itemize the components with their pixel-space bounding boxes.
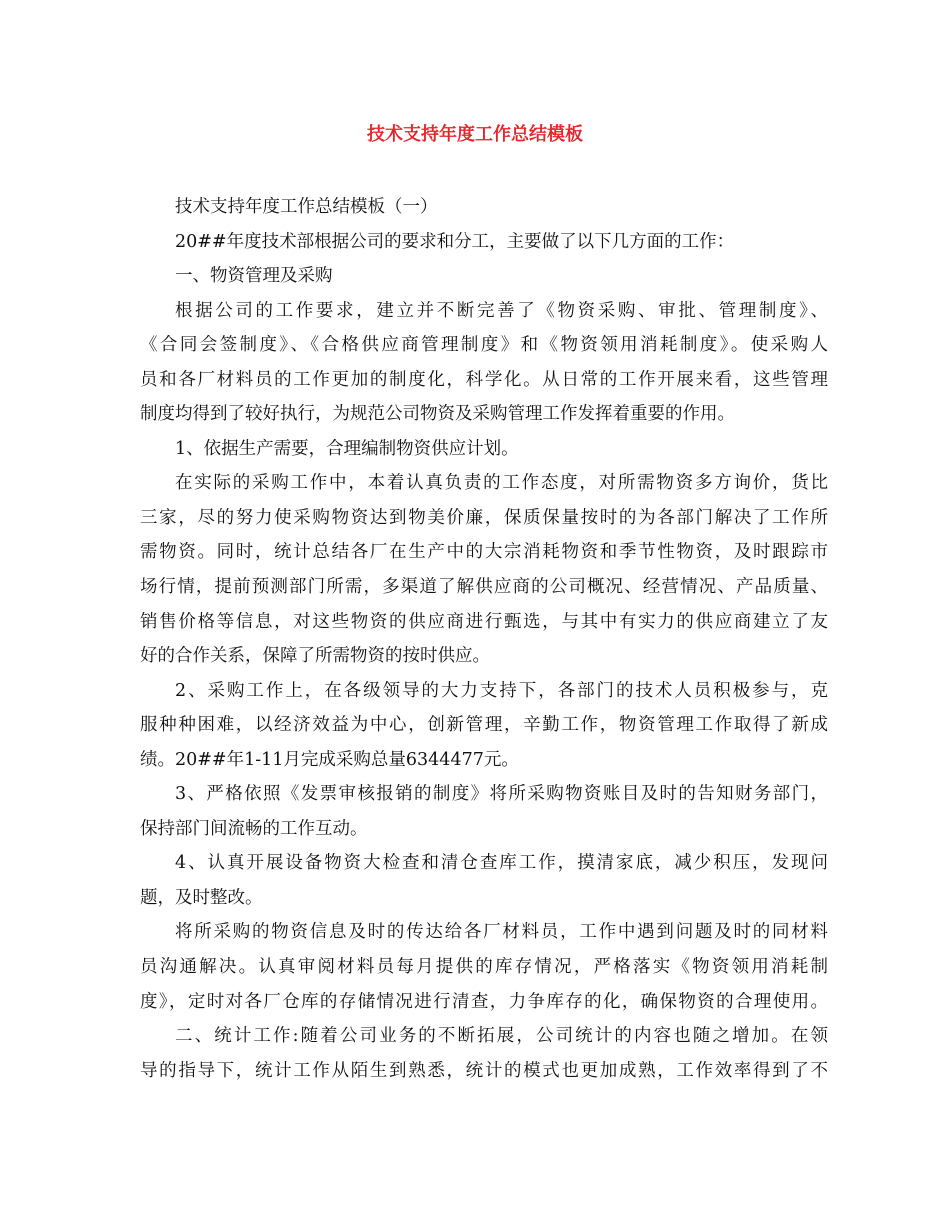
paragraph-line: 好的合作关系，保障了所需物资的按时供应。 xyxy=(140,646,490,667)
paragraph-line: 需物资。同时，统计总结各厂在生产中的大宗消耗物资和季节性物资，及时跟踪市 xyxy=(140,542,828,563)
paragraph-line: 在实际的采购工作中，本着认真负责的工作态度，对所需物资多方询价，货比 xyxy=(175,473,828,494)
paragraph-line: 员和各厂材料员的工作更加的制度化，科学化。从日常的工作开展来看，这些管理 xyxy=(140,369,828,390)
section-heading: 一、物资管理及采购 xyxy=(175,266,333,287)
paragraph-line: 题，及时整改。 xyxy=(140,887,263,908)
paragraph-line: 度》，定时对各厂仓库的存储情况进行清查，力争库存的化，确保物资的合理使用。 xyxy=(140,991,828,1012)
paragraph-line: 三家，尽的努力使采购物资达到物美价廉，保质保量按时的为各部门解决了工作所 xyxy=(140,507,828,528)
list-item: 3、严格依照《发票审核报销的制度》将所采购物资账目及时的告知财务部门， xyxy=(175,784,828,805)
paragraph-line: 员沟通解决。认真审阅材料员每月提供的库存情况，严格落实《物资领用消耗制 xyxy=(140,957,828,978)
paragraph-line: 服种种困难，以经济效益为中心，创新管理，辛勤工作，物资管理工作取得了新成 xyxy=(140,715,828,736)
paragraph-line: 销售价格等信息，对这些物资的供应商进行甄选，与其中有实力的供应商建立了友 xyxy=(140,611,828,632)
list-item: 2、采购工作上，在各级领导的大力支持下，各部门的技术人员积极参与，克 xyxy=(175,680,828,701)
list-item: 4、认真开展设备物资大检查和清仓查库工作，摸清家底，减少积压，发现问 xyxy=(175,853,828,874)
paragraph-line: 将所采购的物资信息及时的传达给各厂材料员，工作中遇到问题及时的同材料 xyxy=(175,922,828,943)
paragraph-line: 绩。20##年1-11月完成采购总量6344477元。 xyxy=(140,749,519,770)
paragraph-line: 《合同会签制度》、《合格供应商管理制度》和《物资领用消耗制度》。使采购人 xyxy=(140,335,828,356)
paragraph-line: 保持部门间流畅的工作互动。 xyxy=(140,818,368,839)
paragraph-line: 场行情，提前预测部门所需，多渠道了解供应商的公司概况、经营情况、产品质量、 xyxy=(140,577,828,598)
paragraph-line: 制度均得到了较好执行，为规范公司物资及采购管理工作发挥着重要的作用。 xyxy=(140,404,735,425)
section-heading: 二、统计工作:随着公司业务的不断拓展，公司统计的内容也随之增加。在领 xyxy=(175,1026,828,1047)
intro-line: 20##年度技术部根据公司的要求和分工，主要做了以下几方面的工作： xyxy=(175,231,735,252)
document-body xyxy=(140,190,828,1088)
paragraph-line: 根据公司的工作要求，建立并不断完善了《物资采购、审批、管理制度》、 xyxy=(175,300,828,321)
subtitle-line: 技术支持年度工作总结模板（一） xyxy=(175,197,438,217)
list-item: 1、依据生产需要，合理编制物资供应计划。 xyxy=(175,438,519,459)
paragraph-line: 导的指导下，统计工作从陌生到熟悉，统计的模式也更加成熟，工作效率得到了不 xyxy=(140,1060,828,1081)
document-title: 技术支持年度工作总结模板 xyxy=(367,124,583,145)
